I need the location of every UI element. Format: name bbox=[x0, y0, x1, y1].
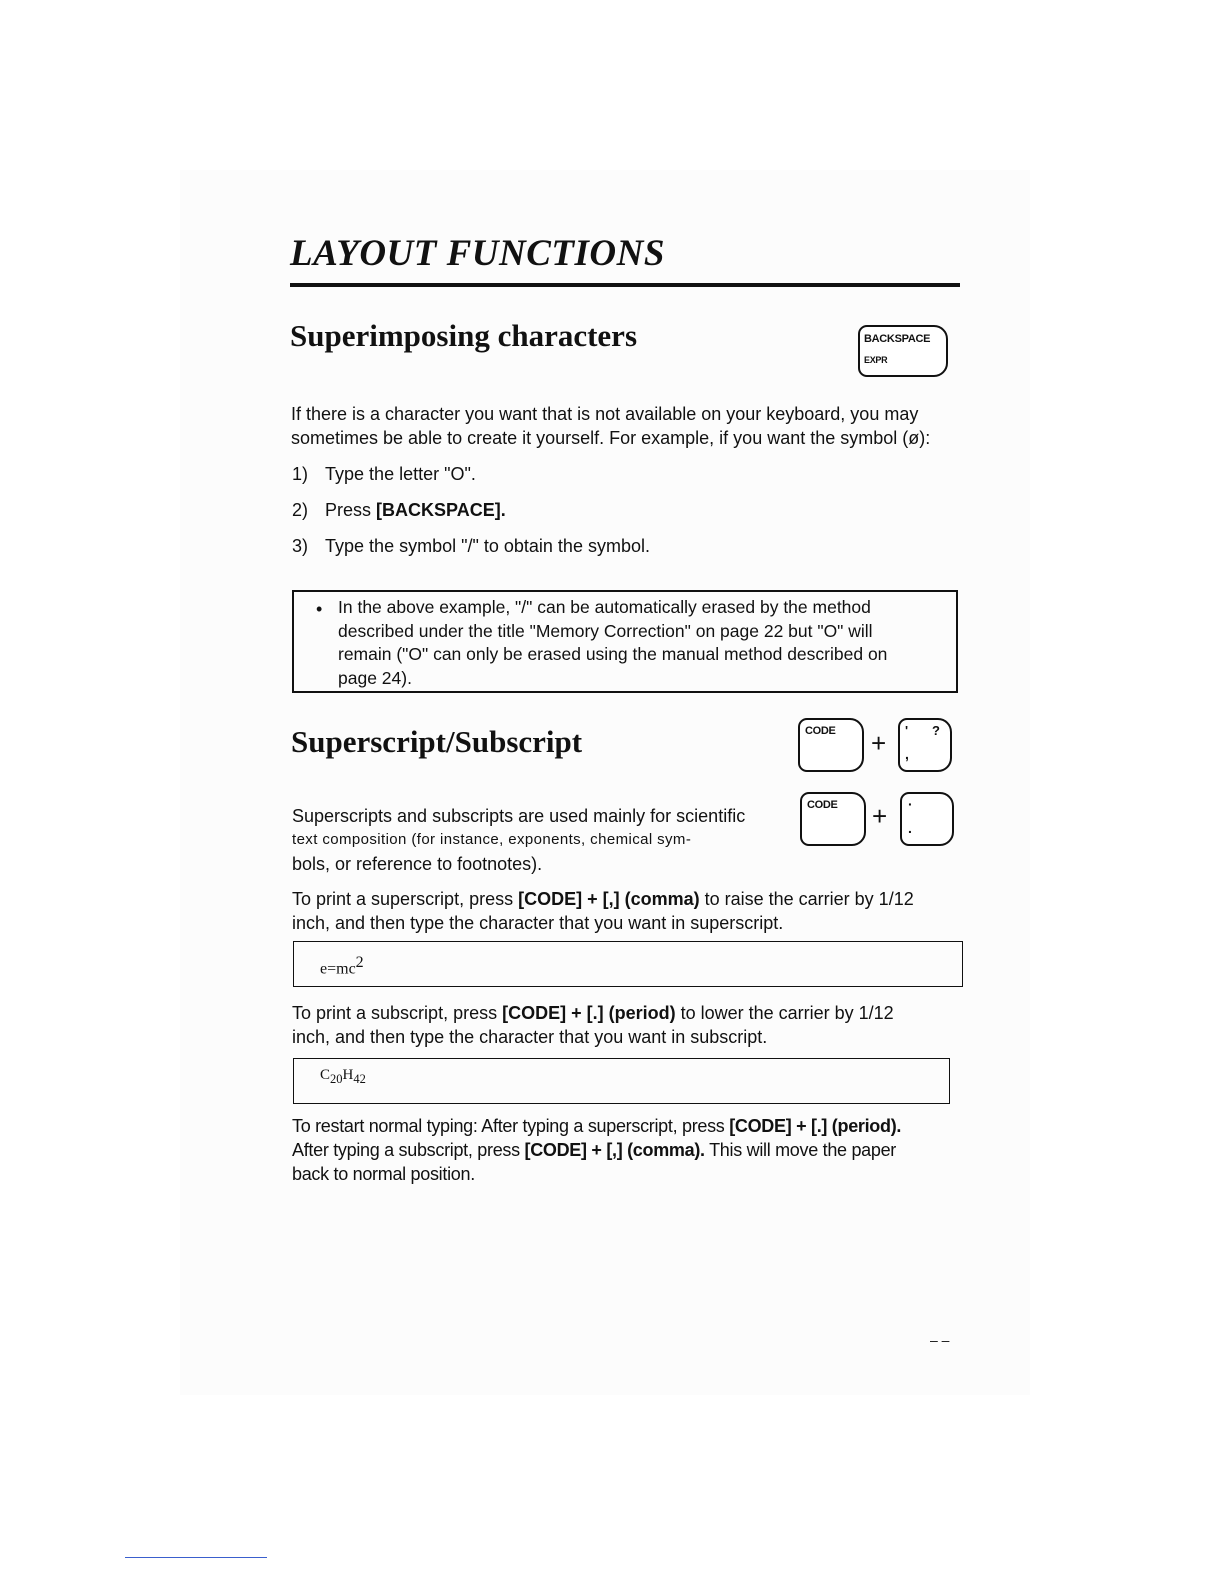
step-1 bbox=[292, 462, 476, 486]
instruction-line: inch, and then type the character that you want in superscript. bbox=[292, 913, 784, 933]
instruction-line: inch, and then type the character that you want in subscript. bbox=[292, 1027, 768, 1047]
instruction-keys: [CODE] + [,] (comma) bbox=[518, 889, 700, 909]
instruction-text: To print a subscript, press bbox=[292, 1003, 503, 1023]
step-3 bbox=[292, 534, 650, 558]
step-key: [BACKSPACE]. bbox=[376, 500, 506, 520]
step-text: Type the letter "O". bbox=[325, 464, 476, 484]
period-key-top: · bbox=[908, 796, 913, 812]
backspace-key-icon bbox=[858, 325, 948, 377]
note-line: described under the title "Memory Correction" on page 22 but "O" will bbox=[338, 620, 873, 641]
code-key-label: CODE bbox=[807, 799, 838, 811]
backspace-key-label: BACKSPACE bbox=[864, 333, 931, 345]
superscript-intro bbox=[292, 804, 792, 876]
step-text: Press bbox=[325, 500, 377, 520]
code-key-icon bbox=[798, 718, 864, 772]
plus-sign: + bbox=[872, 801, 888, 831]
example-c: C bbox=[320, 1067, 331, 1083]
superimposing-title: Superimposing characters bbox=[290, 318, 638, 353]
instruction-text: This will move the paper bbox=[704, 1140, 896, 1160]
code-key-icon bbox=[800, 792, 866, 846]
footer-line bbox=[125, 1557, 267, 1558]
section-header: LAYOUT FUNCTIONS bbox=[290, 233, 665, 274]
note-box bbox=[292, 590, 958, 693]
superscript-example-box bbox=[293, 941, 963, 987]
subscript-example-box bbox=[293, 1058, 950, 1104]
instruction-text: to lower the carrier by 1/12 bbox=[675, 1003, 894, 1023]
page-number: – – bbox=[930, 1332, 950, 1348]
subscript-instruction bbox=[292, 1001, 972, 1049]
instruction-text: To restart normal typing: After typing a superscript, press bbox=[292, 1116, 730, 1136]
step-2 bbox=[292, 498, 506, 522]
instruction-keys: [CODE] + [,] (comma). bbox=[524, 1140, 705, 1160]
step-number: 2) bbox=[292, 500, 309, 520]
step-number: 3) bbox=[292, 536, 309, 556]
step-text: Type the symbol "/" to obtain the symbol. bbox=[325, 536, 650, 556]
superscript-instruction bbox=[292, 887, 972, 935]
subscript-example bbox=[320, 1067, 366, 1087]
superscript-example bbox=[320, 954, 364, 978]
comma-key-top-left: ' bbox=[905, 723, 908, 738]
example-base: e=mc bbox=[320, 960, 356, 978]
example-c-subscript: 20 bbox=[330, 1072, 343, 1086]
period-key-bottom: . bbox=[908, 820, 912, 836]
note-bullet: • bbox=[316, 599, 323, 619]
example-h: H bbox=[342, 1067, 354, 1083]
expr-key-label: EXPR bbox=[864, 355, 888, 365]
comma-key-bottom: , bbox=[905, 746, 909, 762]
note-line: remain ("O" can only be erased using the manual method described on bbox=[338, 644, 888, 664]
header-rule bbox=[290, 283, 960, 287]
intro-line: sometimes be able to create it yourself. For example, if you want the symbol (ø): bbox=[291, 428, 931, 448]
comma-key-icon bbox=[898, 718, 952, 772]
example-superscript: 2 bbox=[355, 954, 364, 971]
superimposing-intro bbox=[291, 402, 971, 450]
plus-sign: + bbox=[871, 728, 887, 758]
instruction-line: back to normal position. bbox=[292, 1164, 475, 1184]
note-line: page 24). bbox=[338, 667, 412, 688]
comma-key-top-right: ? bbox=[932, 723, 940, 738]
instruction-keys: [CODE] + [.] (period) bbox=[502, 1003, 676, 1023]
restart-instruction bbox=[292, 1114, 982, 1186]
code-key-label: CODE bbox=[805, 725, 836, 737]
period-key-icon bbox=[900, 792, 954, 846]
intro-line: bols, or reference to footnotes). bbox=[292, 854, 543, 874]
instruction-keys: [CODE] + [.] (period). bbox=[729, 1116, 902, 1136]
instruction-text: After typing a subscript, press bbox=[292, 1140, 525, 1160]
intro-line: text composition (for instance, exponents, chemical sym- bbox=[292, 831, 692, 848]
instruction-text: to raise the carrier by 1/12 bbox=[699, 889, 914, 909]
note-line: In the above example, "/" can be automatically erased by the method bbox=[338, 597, 871, 617]
superscript-title: Superscript/Subscript bbox=[291, 724, 583, 759]
intro-line: Superscripts and subscripts are used mainly for scientific bbox=[292, 806, 746, 826]
example-h-subscript: 42 bbox=[353, 1072, 366, 1086]
note-text bbox=[338, 596, 948, 690]
intro-line: If there is a character you want that is not available on your keyboard, you may bbox=[291, 404, 919, 424]
step-number: 1) bbox=[292, 464, 309, 484]
instruction-text: To print a superscript, press bbox=[292, 889, 519, 909]
